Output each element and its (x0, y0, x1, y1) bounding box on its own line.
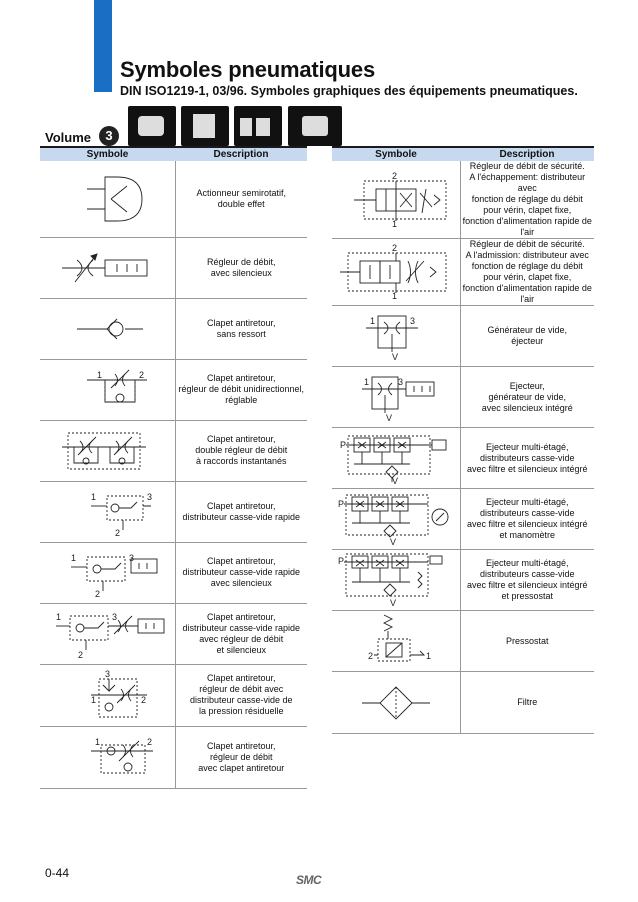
table-row (332, 672, 594, 734)
check-flow-check-symbol (47, 729, 167, 785)
symbol-cell (332, 611, 460, 672)
svg-text:2: 2 (147, 737, 153, 747)
symbol-cell (40, 161, 175, 237)
description-cell: Clapet antiretour, double régleur de débit à raccords instantanés (175, 420, 307, 481)
symbol-cell (332, 367, 460, 428)
description-cell: Régleur de débit de sécurité. A l'échappement: distributeur avec fonction de réglage du débit pour vérin, clapet fixe, fonction d'alimentation rapide de l'air (460, 161, 594, 239)
table-row (40, 359, 307, 420)
symbol-cell (332, 489, 460, 550)
check-vacuum-flow-silencer-symbol (42, 606, 172, 662)
description-cell: Actionneur semirotatif, double effet (175, 161, 307, 237)
description-cell: Filtre (460, 672, 594, 734)
symbol-cell (40, 664, 175, 726)
description-cell: Générateur de vide, éjecteur (460, 306, 594, 367)
volume-thumbnail-3 (234, 106, 282, 146)
svg-text:2: 2 (115, 527, 121, 538)
check-valve-symbol (47, 301, 167, 357)
volume-thumbnail-2 (181, 106, 229, 146)
description-cell: Régleur de débit, avec silencieux (175, 237, 307, 298)
filter-symbol (334, 675, 458, 731)
description-cell: Ejecteur multi-étagé, distributeurs casse-vide avec filtre et silencieux intégré et manomètre (460, 489, 594, 550)
smc-logo: SMC (296, 873, 322, 887)
page-number: 0-44 (45, 866, 70, 880)
blue-accent-bar (94, 0, 112, 92)
svg-text:3: 3 (147, 491, 153, 502)
symbol-cell (332, 550, 460, 611)
svg-text:1: 1 (91, 695, 97, 705)
table-row (332, 306, 594, 367)
svg-text:1: 1 (95, 737, 101, 747)
right-symbol-table (332, 148, 594, 734)
svg-text:P: P (337, 499, 344, 509)
symbol-cell (332, 306, 460, 367)
svg-text:3: 3 (112, 611, 118, 622)
svg-text:1: 1 (71, 552, 77, 563)
check-vacuum-silencer-symbol (47, 545, 167, 601)
table-row (40, 481, 307, 542)
description-cell: Clapet antiretour, régleur de débit avec clapet antiretour (175, 726, 307, 788)
description-cell: Clapet antiretour, régleur de débit avec distributeur casse-vide de la pression résiduelle (175, 664, 307, 726)
description-cell: Ejecteur multi-étagé, distributeurs casse-vide avec filtre et silencieux intégré (460, 428, 594, 489)
safety-flow-admission-symbol (334, 243, 458, 301)
svg-text:1: 1 (369, 316, 375, 326)
ejector-silencer-symbol (334, 369, 458, 425)
svg-text:2: 2 (95, 588, 101, 599)
check-flow-control-symbol (47, 362, 167, 418)
svg-text:2: 2 (367, 651, 373, 661)
svg-text:1: 1 (391, 291, 397, 301)
flow-control-silencer-symbol (47, 240, 167, 296)
svg-text:V: V (389, 537, 396, 547)
multi-stage-ejector-gauge-symbol (334, 491, 458, 547)
symbol-cell (40, 237, 175, 298)
svg-text:2: 2 (139, 369, 145, 380)
volume-number-badge: 3 (99, 126, 119, 146)
left-symbol-table (40, 148, 307, 789)
table-row (40, 161, 307, 237)
table-row (332, 550, 594, 611)
double-flow-control-symbol (42, 423, 172, 479)
table-row (40, 420, 307, 481)
description-cell: Clapet antiretour, distributeur casse-vide rapide avec régleur de débit et silencieux (175, 603, 307, 664)
svg-text:2: 2 (141, 695, 147, 705)
description-cell: Clapet antiretour, distributeur casse-vide rapide (175, 481, 307, 542)
check-flow-residual-symbol (47, 667, 167, 723)
table-row (40, 298, 307, 359)
check-vacuum-release-symbol (47, 484, 167, 540)
volume-label: Volume (45, 130, 91, 145)
svg-text:1: 1 (56, 611, 62, 622)
svg-text:1: 1 (391, 218, 397, 229)
table-row (332, 489, 594, 550)
table-row (40, 664, 307, 726)
description-cell: Ejecteur multi-étagé, distributeurs casse-vide avec filtre et silencieux intégré et pressostat (460, 550, 594, 611)
description-cell: Clapet antiretour, distributeur casse-vide rapide avec silencieux (175, 542, 307, 603)
svg-text:2: 2 (78, 649, 84, 660)
symbol-cell (332, 428, 460, 489)
volume-thumbnail-1 (128, 106, 176, 146)
svg-text:1: 1 (363, 377, 369, 387)
semi-rotary-actuator-symbol (47, 164, 167, 234)
svg-text:P: P (339, 440, 346, 450)
vacuum-generator-symbol (334, 308, 458, 364)
volume-thumbnail-4 (288, 106, 342, 146)
table-row (40, 726, 307, 788)
svg-text:1: 1 (97, 369, 103, 380)
table-row (332, 428, 594, 489)
table-row (332, 239, 594, 306)
svg-text:1: 1 (91, 491, 97, 502)
description-cell: Pressostat (460, 611, 594, 672)
description-column-header: Description (460, 148, 594, 161)
description-cell: Clapet antiretour, sans ressort (175, 298, 307, 359)
svg-text:2: 2 (391, 243, 397, 253)
multi-stage-ejector-symbol (334, 430, 458, 486)
svg-text:V: V (391, 352, 398, 362)
symbol-cell (40, 726, 175, 788)
description-cell: Ejecteur, générateur de vide, avec silencieux intégré (460, 367, 594, 428)
safety-flow-exhaust-symbol (334, 171, 458, 229)
symbol-cell (40, 542, 175, 603)
symbol-column-header: Symbole (332, 148, 460, 161)
svg-text:3: 3 (397, 377, 403, 387)
description-cell: Régleur de débit de sécurité. A l'admission: distributeur avec fonction de réglage du débit pour vérin, clapet fixe, fonction d'alimentation rapide de l'air (460, 239, 594, 306)
symbol-cell (40, 603, 175, 664)
svg-text:2: 2 (391, 170, 397, 181)
symbol-cell (40, 420, 175, 481)
table-row (40, 237, 307, 298)
table-row (40, 542, 307, 603)
svg-text:V: V (391, 476, 398, 486)
symbol-cell (40, 298, 175, 359)
svg-text:1: 1 (425, 651, 431, 661)
page-subtitle: DIN ISO1219-1, 03/96. Symboles graphiques des équipements pneumatiques. (120, 84, 578, 98)
page-title: Symboles pneumatiques (120, 57, 375, 82)
svg-text:3: 3 (129, 552, 135, 563)
svg-text:3: 3 (105, 669, 111, 679)
table-row (40, 603, 307, 664)
symbol-cell (40, 481, 175, 542)
svg-text:V: V (385, 413, 392, 423)
svg-text:V: V (389, 598, 396, 608)
pressure-switch-symbol (334, 613, 458, 669)
multi-stage-ejector-switch-symbol (334, 552, 458, 608)
symbol-cell (332, 161, 460, 239)
description-cell: Clapet antiretour, régleur de débit unidirectionnel, réglable (175, 359, 307, 420)
symbol-cell (332, 239, 460, 306)
table-row (332, 367, 594, 428)
symbol-cell (40, 359, 175, 420)
svg-text:P: P (337, 556, 344, 566)
table-row (332, 611, 594, 672)
symbol-cell (332, 672, 460, 734)
description-column-header: Description (175, 148, 307, 161)
symbol-column-header: Symbole (40, 148, 175, 161)
svg-text:3: 3 (409, 316, 415, 326)
table-row (332, 161, 594, 239)
